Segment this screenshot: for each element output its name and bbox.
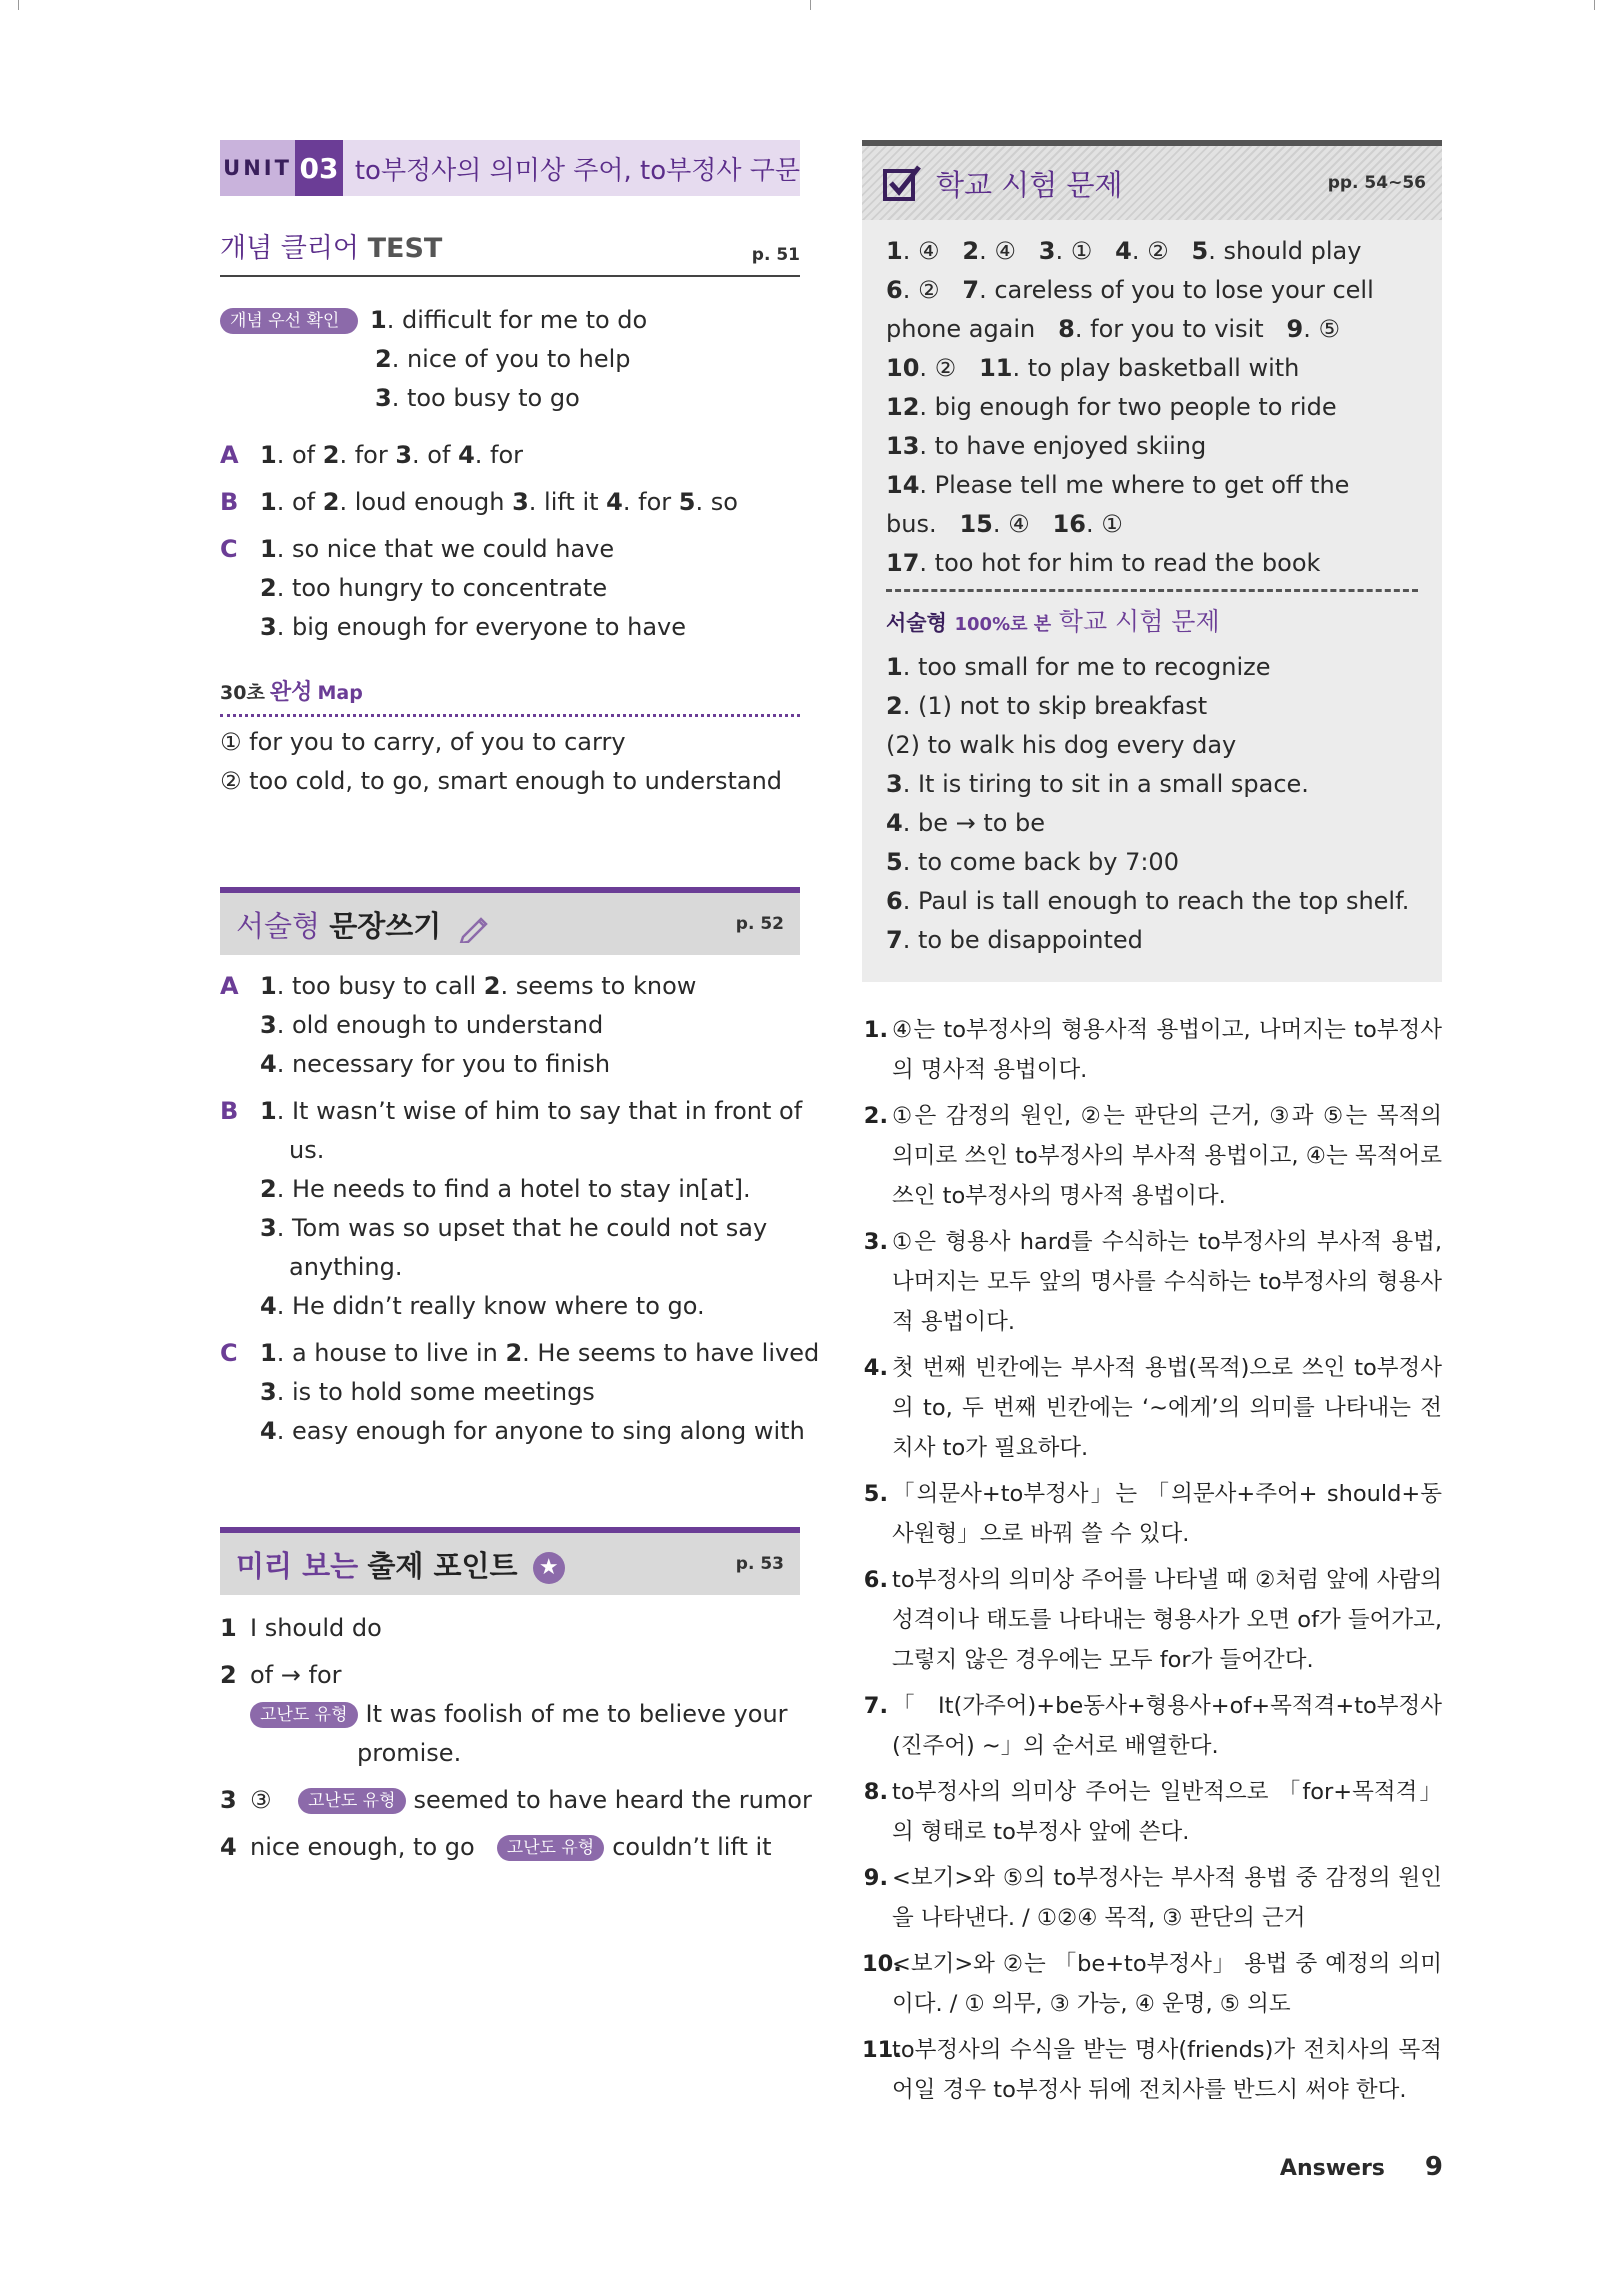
map-header: [220, 675, 800, 717]
page-number: 9: [1424, 2152, 1443, 2182]
school-test-header: [862, 140, 1442, 220]
writing-title: 서술형 문장쓰기: [236, 904, 491, 945]
difficulty-badge: 고난도 유형: [497, 1835, 605, 1861]
crop-mark: [810, 0, 811, 10]
section-letter: A: [220, 441, 239, 469]
section-letter: C: [220, 535, 238, 563]
explanation-item: 6. to부정사의 의미상 주어를 나타낼 때 ②처럼 앞에 사람의 성격이나 태도를 나타내는 형용사가 오면 of가 들어가고, 그렇지 않은 경우에는 모두 for가 들어간다.: [863, 1567, 1442, 1673]
answer-line: 1. too small for me to recognize: [886, 653, 1271, 681]
concept-title: [220, 226, 442, 265]
concept-title-en: TEST: [367, 233, 443, 264]
concept-title-kr: 개념 클리어: [220, 233, 359, 264]
explanation-item: 10. <보기>와 ②는 「be+to부정사」 용법 중 예정의 의미이다. / ① 의무, ③ 가능, ④ 운명, ⑤ 의도: [862, 1951, 1442, 2017]
answer-line: 12. big enough for two people to ride: [886, 393, 1337, 421]
answer-line: 2. (1) not to skip breakfast: [886, 692, 1208, 720]
left-column: [220, 140, 820, 1867]
map-line: ① for you to carry, of you to carry: [220, 728, 626, 756]
dashed-divider: [886, 589, 1418, 592]
explanations: [862, 1010, 1442, 2110]
answer-line: 13. to have enjoyed skiing: [886, 432, 1207, 460]
list-item: 1 I should do: [220, 1614, 382, 1642]
page-ref: pp. 54~56: [1327, 173, 1426, 193]
answer-line: phone again 8. for you to visit 9. ⑤: [886, 315, 1341, 343]
list-item: 3 ③ 고난도 유형 seemed to have heard the rumor: [220, 1786, 812, 1814]
footer-label: Answers: [1279, 2156, 1385, 2181]
writing-answers: A 1. too busy to call 2. seems to know 3. old enough to understand 4. necessary for you to finish B 1. It wasn’t wise of him to say that in front of us. 2. He needs to find a hotel to stay in[at]. 3. Tom was so upset that he could not say anything. 4. He didn’t really know where to go. C 1. a house to live in 2. He seems to have lived 3. is to hold some meetings 4. easy enough for anyone to sing along with: [220, 972, 820, 1445]
answer-line: 5. to come back by 7:00: [886, 848, 1179, 876]
difficulty-badge: 고난도 유형: [250, 1702, 358, 1728]
school-test-answers: [862, 220, 1442, 982]
writing-header: [220, 887, 800, 955]
unit-header: [220, 140, 800, 196]
answer-line: 7. to be disappointed: [886, 926, 1143, 954]
school-test-title: 학교 시험 문제: [936, 167, 1123, 202]
concept-check: 개념 우선 확인 1. difficult for me to do 2. nice of you to help 3. too busy to go: [220, 301, 800, 418]
star-icon: ★: [533, 1552, 565, 1584]
answer-line: 4. be → to be: [886, 809, 1046, 837]
unit-title: to부정사의 의미상 주어, to부정사 구문: [354, 155, 800, 186]
map-title-b: 완성: [269, 680, 313, 705]
answer-line: 17. too hot for him to read the book: [886, 549, 1321, 577]
answer-line: 6. Paul is tall enough to reach the top shelf.: [886, 887, 1410, 915]
crop-mark: [18, 0, 19, 10]
explanation-item: 4. 첫 번째 빈칸에는 부사적 용법(목적)으로 쓰인 to부정사의 to, 두 번째 빈칸에는 ‘~에게’의 의미를 나타내는 전치사 to가 필요하다.: [863, 1355, 1442, 1461]
explanation-item: 8. to부정사의 의미상 주어는 일반적으로 「for+목적격」의 형태로 to부정사 앞에 쓴다.: [863, 1779, 1442, 1845]
answer-line: 6. ② 7. careless of you to lose your cell: [886, 276, 1374, 304]
school-test-box: [862, 140, 1442, 982]
explanation-item: 7. 「It(가주어)+be동사+형용사+of+목적격+to부정사(진주어) ~」의 순서로 배열한다.: [863, 1693, 1442, 1759]
page-ref: p. 52: [735, 914, 784, 934]
section-letter: B: [220, 488, 239, 516]
explanation-item: 3. ①은 형용사 hard를 수식하는 to부정사의 부사적 용법, 나머지는 모두 앞의 명사를 수식하는 to부정사의 형용사적 용법이다.: [863, 1229, 1442, 1335]
preview-list: 1 I should do 2 of → for 고난도 유형 It was foolish of me to believe your promise. 3 ③ 고난도 유형 seemed to have heard the rumor 4 nice enough, to go 고난도 유형 couldn’t lift it: [220, 1609, 800, 1867]
crop-mark: [1594, 0, 1595, 10]
answer-line: 3. It is tiring to sit in a small space.: [886, 770, 1309, 798]
explanation-item: 2. ①은 감정의 원인, ②는 판단의 근거, ③과 ⑤는 목적의 의미로 쓰인 to부정사의 부사적 용법이고, ④는 목적어로 쓰인 to부정사의 명사적 용법이다.: [863, 1103, 1442, 1209]
map-title-a: 30초: [220, 682, 265, 704]
map-line: ② too cold, to go, smart enough to understand: [220, 767, 783, 795]
list-item: 4 nice enough, to go 고난도 유형 couldn’t lift it: [220, 1833, 772, 1861]
check-item: . nice of you to help: [391, 345, 631, 373]
explanation-item: 1. ④는 to부정사의 형용사적 용법이고, 나머지는 to부정사의 명사적 용법이다.: [863, 1017, 1442, 1083]
map-lines: [220, 723, 800, 801]
checkbox-icon: [882, 163, 922, 203]
page-ref: p. 51: [751, 245, 800, 265]
concept-badge: 개념 우선 확인: [220, 308, 358, 334]
explanation-item: 11. to부정사의 수식을 받는 명사(friends)가 전치사의 목적어일 경우 to부정사 뒤에 전치사를 반드시 써야 한다.: [862, 2037, 1442, 2103]
page-ref: p. 53: [735, 1554, 784, 1574]
concept-header: [220, 226, 800, 277]
concept-answers: A 1. of 2. for 3. of 4. for B 1. of 2. loud enough 3. lift it 4. for 5. so C 1. so nice that we could have 2. too hungry to concentrate 3. big enough for everyone to have: [220, 436, 800, 647]
pencil-icon: [457, 913, 491, 943]
page-footer: [1280, 2152, 1443, 2182]
answer-line: (2) to walk his dog every day: [886, 731, 1237, 759]
preview-header: [220, 1527, 800, 1595]
check-item: . too busy to go: [391, 384, 580, 412]
explanation-item: 9. <보기>와 ⑤의 to부정사는 부사적 용법 중 감정의 원인을 나타낸다. / ①②④ 목적, ③ 판단의 근거: [863, 1865, 1442, 1931]
difficulty-badge: 고난도 유형: [298, 1788, 406, 1814]
explanation-item: 5. 「의문사+to부정사」는 「의문사+주어+ should+동사원형」으로 바꿔 쓸 수 있다.: [863, 1481, 1442, 1547]
list-item: 2 of → for: [220, 1661, 342, 1689]
sub-title: 서술형 100%로 본 학교 시험 문제: [886, 607, 1220, 636]
map-title-c: Map: [317, 682, 363, 704]
unit-number: 03: [295, 140, 343, 196]
right-column: [862, 140, 1442, 2116]
answer-line: 10. ② 11. to play basketball with: [886, 354, 1300, 382]
answer-line: 14. Please tell me where to get off the: [886, 471, 1350, 499]
unit-label: UNIT: [220, 140, 295, 196]
answer-line: 1. ④ 2. ④ 3. ① 4. ② 5. should play: [886, 237, 1362, 265]
check-item: . difficult for me to do: [386, 306, 648, 334]
preview-title: 미리 보는 출제 포인트 ★: [236, 1544, 565, 1585]
answer-line: bus. 15. ④ 16. ①: [886, 510, 1123, 538]
